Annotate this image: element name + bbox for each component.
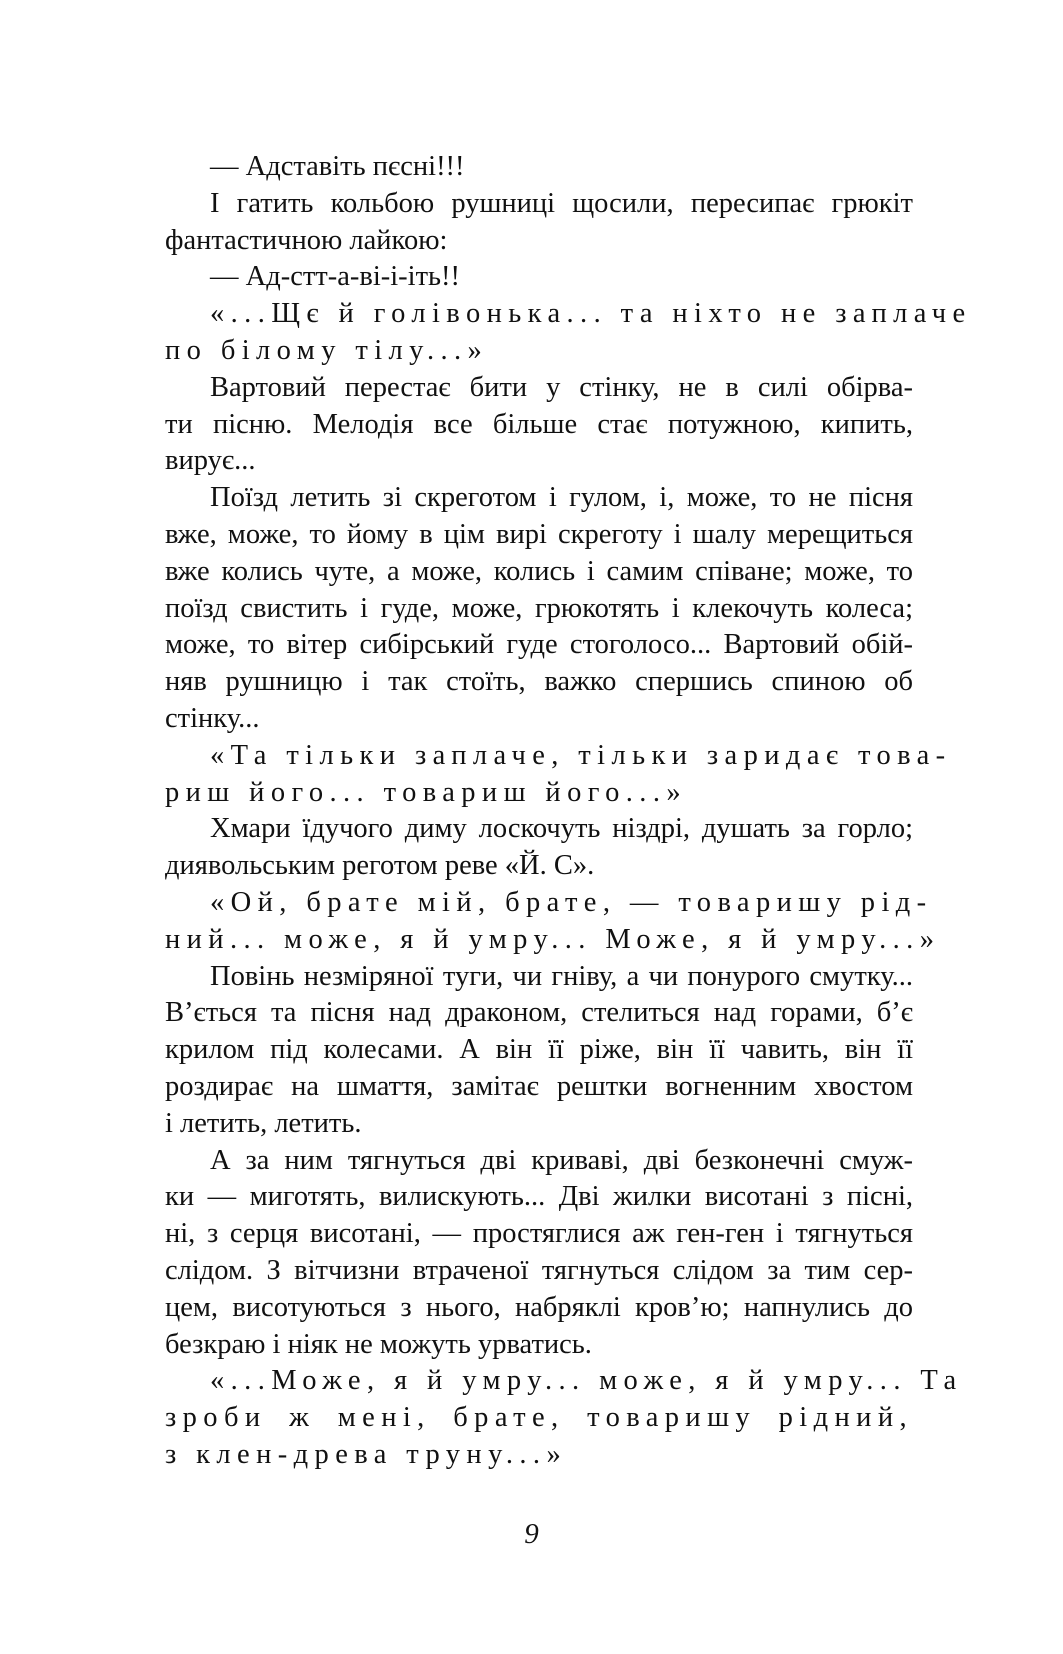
- text-line: Вартовий перестає бити у стінку, не в силі обірва-: [210, 371, 913, 403]
- text-line: фантастичною лайкою:: [165, 224, 448, 256]
- paragraph-6: [120, 480, 913, 738]
- text-line: диявольським реготом реве «Й. С».: [165, 850, 595, 882]
- lyric-paragraph-4: [120, 1363, 963, 1473]
- paragraph-1: [120, 149, 913, 186]
- text-line: ні, з серця висотані, — простяглися аж ген-ген і тягнуться: [165, 1218, 913, 1250]
- text-line: «Ой, брате мій, брате, — товаришу рід-: [210, 886, 933, 918]
- text-line: вже колись чуте, а може, колись і самим співане; може, то: [165, 555, 913, 587]
- text-line: з клен-древа труну...»: [165, 1438, 568, 1470]
- page-number: 9: [524, 1518, 539, 1550]
- text-line: вже, може, то йому в цім вирі скреготу і шалу мерещиться: [165, 518, 913, 550]
- text-line: по білому тілу...»: [165, 334, 489, 366]
- text-line: ний... може, я й умру... Може, я й умру...»: [165, 923, 941, 955]
- text-line: — Адставіть пєсні!!!: [210, 151, 465, 182]
- lyric-paragraph-1: [120, 296, 972, 370]
- text-line: безкраю і ніяк не можуть урватись.: [165, 1328, 592, 1360]
- paragraph-3: [120, 259, 913, 296]
- text-line: крилом під колесами. А він її ріже, він її чавить, він її: [165, 1034, 913, 1066]
- text-line: «...Може, я й умру... може, я й умру... Та: [210, 1365, 963, 1397]
- lyric-paragraph-2: [120, 738, 952, 812]
- text-line: — Ад-стт-а-ві-і-іть!!: [210, 261, 461, 293]
- text-line: Поїзд летить зі скреготом і гулом, і, може, то не пісня: [210, 482, 913, 514]
- paragraph-11: [120, 1143, 913, 1364]
- text-line: і летить, летить.: [165, 1107, 362, 1139]
- text-line: «...Щє й голівонька... та ніхто не заплаче: [210, 298, 972, 330]
- text-line: стінку...: [165, 702, 260, 734]
- text-line: зроби ж мені, брате, товаришу рідний,: [165, 1402, 913, 1434]
- text-line: няв рушницю і так стоїть, важко спершись спиною об: [165, 666, 913, 698]
- paragraph-5: [120, 370, 913, 480]
- text-line: вирує...: [165, 445, 256, 477]
- paragraph-8: [120, 811, 913, 885]
- text-line: цем, висотуються з нього, набряклі кров’ю; напнулись до: [165, 1291, 913, 1323]
- paragraph-2: [120, 186, 913, 260]
- text-line: В’ється та пісня над драконом, стелиться над горами, б’є: [165, 997, 913, 1029]
- text-line: «Та тільки заплаче, тільки заридає това-: [210, 739, 952, 771]
- text-line: ти пісню. Мелодія все більше стає потужною, кипить,: [165, 408, 913, 440]
- text-line: риш його... товариш його...»: [165, 776, 687, 808]
- text-line: І гатить кольбою рушниці щосили, пересипає грюкіт: [210, 187, 913, 219]
- text-line: Повінь незміряної туги, чи гніву, а чи понурого смутку...: [210, 960, 913, 992]
- paragraph-10: [120, 959, 913, 1143]
- text-line: слідом. З вітчизни втраченої тягнуться слідом за тим сер-: [165, 1254, 913, 1286]
- text-line: поїзд свистить і гуде, може, грюкотять і клекочуть колеса;: [165, 592, 913, 624]
- text-line: може, то вітер сибірський гуде стоголосо... Вартовий обій-: [165, 629, 913, 661]
- body-text: [120, 149, 972, 1474]
- lyric-paragraph-3: [120, 885, 941, 959]
- text-line: Хмари їдучого диму лоскочуть ніздрі, душать за горло;: [210, 813, 913, 845]
- text-line: А за ним тягнуться дві криваві, дві безконечні смуж-: [210, 1144, 913, 1176]
- text-line: ки — миготять, вилискують... Дві жилки висотані з пісні,: [165, 1181, 913, 1213]
- text-line: роздирає на шмаття, замітає рештки вогненним хвостом: [165, 1070, 913, 1102]
